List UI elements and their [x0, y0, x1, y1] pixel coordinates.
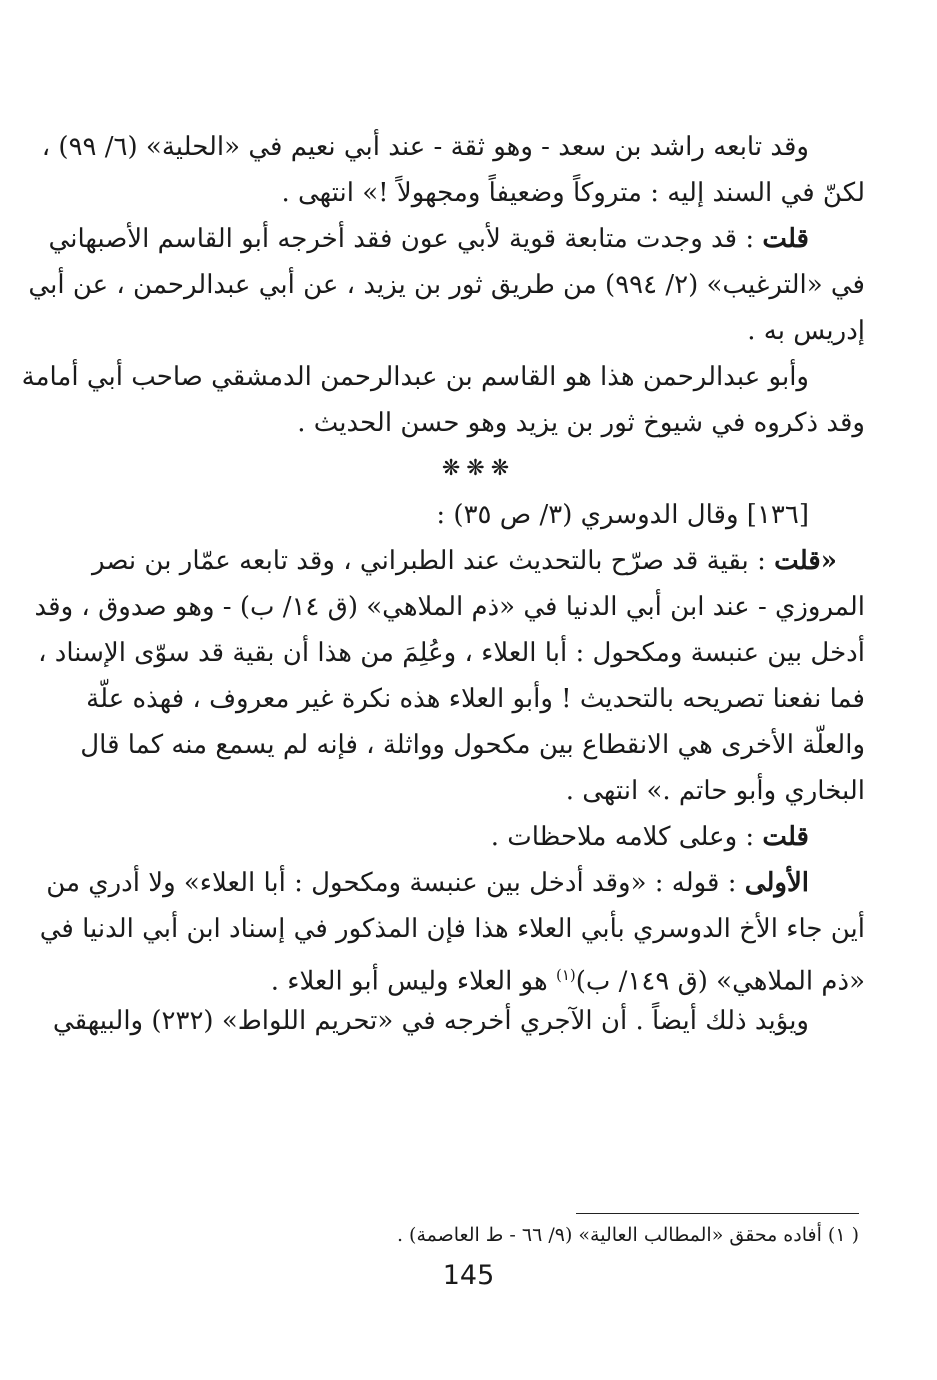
- text-line: إدريس به .: [747, 316, 865, 346]
- text-line: المروزي - عند ابن أبي الدنيا في «ذم الملاهي» (ق ١٤/ ب) - وهو صدوق ، وقد: [34, 592, 865, 622]
- text-line: [92, 952, 865, 998]
- text-segment: وعلى كلامه ملاحظات .: [490, 822, 738, 852]
- section-heading: [١٣٦] وقال الدوسري (٣/ ص ٣٥) :: [436, 500, 809, 530]
- text-line: فما نفعنا تصريحه بالتحديث ! وأبو العلاء هذه نكرة غير معروف ، فهذه علّة: [86, 684, 865, 714]
- page-number: 145: [442, 1260, 495, 1291]
- text-line: وأبو عبدالرحمن هذا هو القاسم بن عبدالرحمن الدمشقي صاحب أبي أمامة: [21, 362, 809, 392]
- text-line: البخاري وأبو حاتم .» انتهى .: [565, 776, 865, 806]
- text-line: أين جاء الأخ الدوسري بأبي العلاء هذا فإن المذكور في إسناد ابن أبي الدنيا في: [39, 914, 865, 944]
- footnote-marker[interactable]: (١): [555, 966, 576, 984]
- text-line: وقد تابعه راشد بن سعد - وهو ثقة - عند أبي نعيم في «الحلية» (٦/ ٩٩) ،: [41, 132, 809, 162]
- text-segment: قد وجدت متابعة قوية لأبي عون فقد أخرجه أبو القاسم الأصبهاني: [48, 224, 738, 254]
- text-segment: بقية قد صرّح بالتحديث عند الطبراني ، وقد تابعه عمّار بن نصر: [92, 546, 749, 576]
- text-segment: «ذم الملاهي» (ق ١٤٩/ ب): [575, 966, 865, 997]
- text-line: أدخل بين عنبسة ومكحول : أبا العلاء ، وعُلِمَ من هذا أن بقية قد سوّى الإسناد ،: [38, 638, 865, 668]
- text-segment: هو العلاء وليس أبو العلاء .: [270, 966, 556, 997]
- text-line: وقد ذكروه في شيوخ ثور بن يزيد وهو حسن الحديث .: [297, 408, 865, 438]
- colon: :: [748, 546, 775, 576]
- footnote-text: ( ١) أفاده محقق «المطالب العالية» (٩/ ٦٦ - ط العاصمة) .: [396, 1224, 859, 1246]
- section-separator-stars: ❋❋❋: [441, 456, 516, 481]
- colon: :: [719, 868, 745, 898]
- text-line: [46, 860, 865, 906]
- text-line: [92, 814, 865, 860]
- text-line: ويؤيد ذلك أيضاً . أن الآجري أخرجه في «تحريم اللواط» (٢٣٢) والبيهقي: [52, 1006, 809, 1036]
- bold-label-qult: «قلت: [774, 546, 837, 576]
- bold-label-qult: قلت: [762, 224, 809, 254]
- text-segment: قوله : «وقد أدخل بين عنبسة ومكحول : أبا العلاء» ولا أدري من: [46, 868, 720, 898]
- colon: :: [737, 224, 763, 254]
- colon: :: [737, 822, 763, 852]
- text-line: في «الترغيب» (٢/ ٩٩٤) من طريق ثور بن يزيد ، عن أبي عبدالرحمن ، عن أبي: [28, 270, 865, 300]
- bold-label-qult: قلت: [762, 822, 809, 852]
- text-line: لكنّ في السند إليه : متروكاً وضعيفاً ومجهولاً !» انتهى .: [281, 178, 865, 208]
- footnote-divider: [576, 1213, 859, 1214]
- text-line: والعلّة الأخرى هي الانقطاع بين مكحول وواثلة ، فإنه لم يسمع منه كما قال: [80, 730, 865, 760]
- text-line: [92, 538, 865, 584]
- bold-label-al-ula: الأولى: [744, 868, 809, 898]
- text-line: [48, 216, 865, 262]
- page-body: [21, 124, 865, 1044]
